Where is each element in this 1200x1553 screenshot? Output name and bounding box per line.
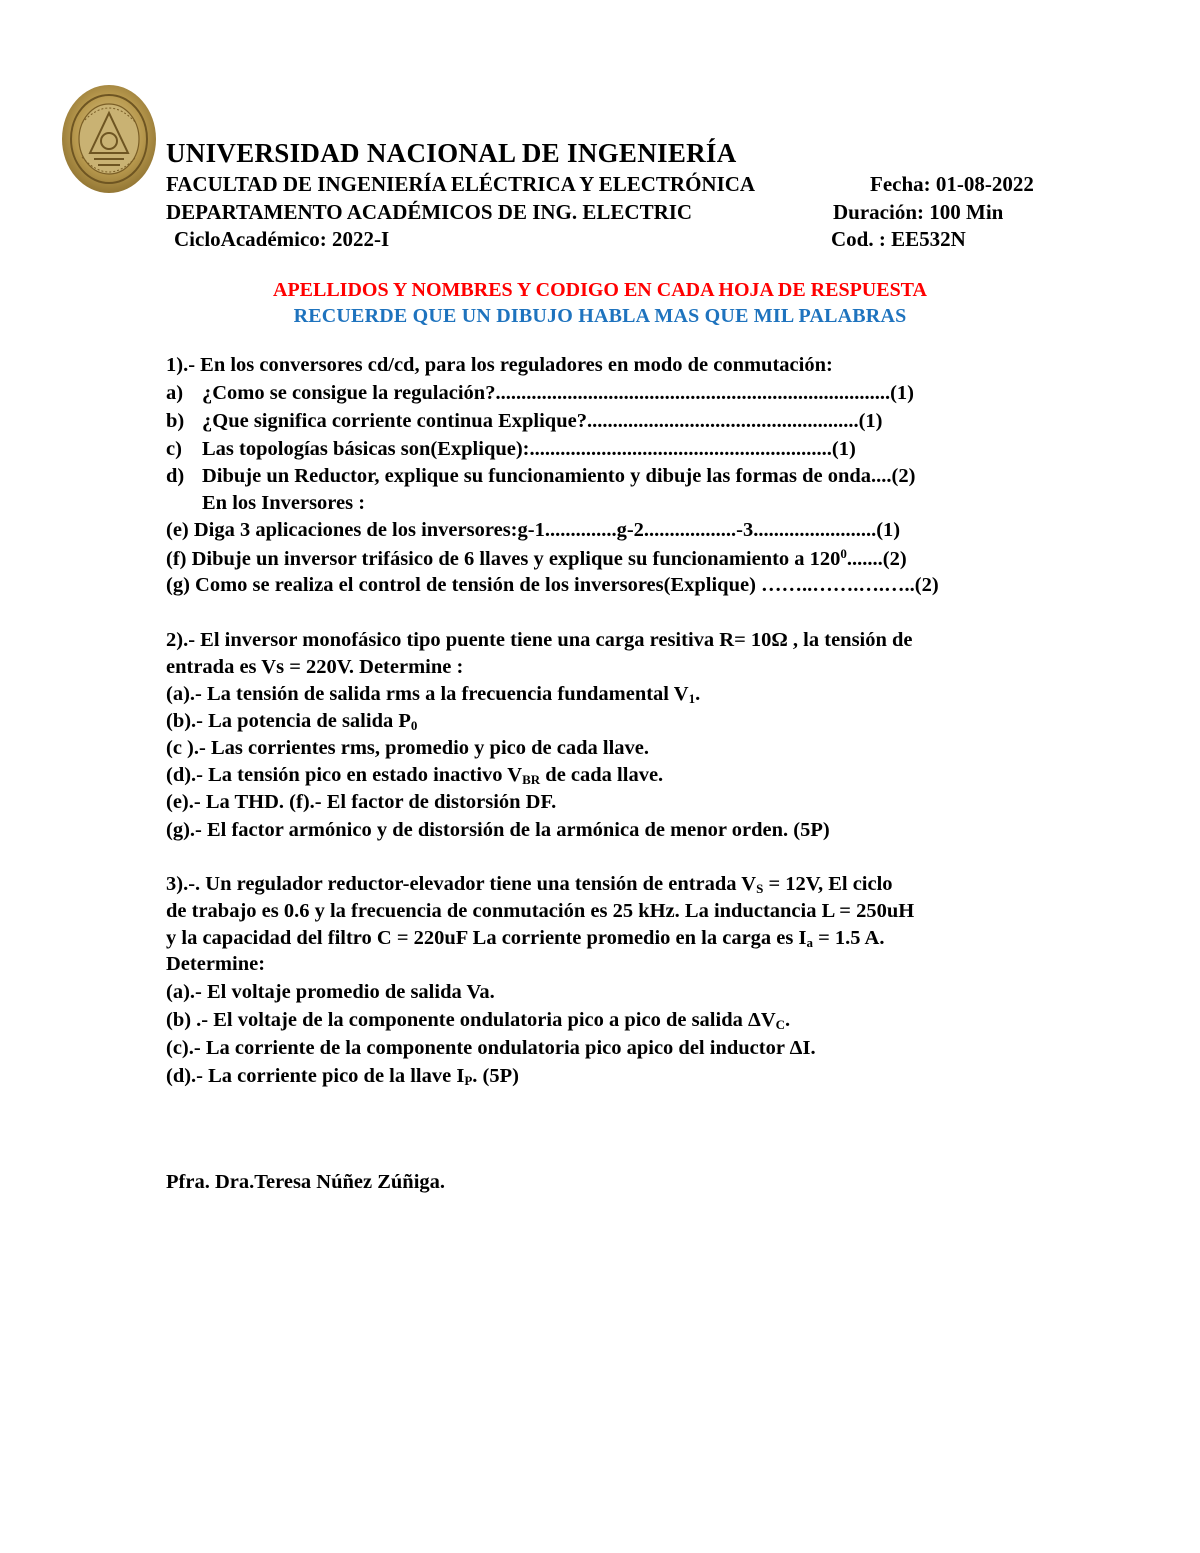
q3-line-3-text: y la capacidad del filtro C = 220uF La corriente promedio en la carga es I [166,927,807,949]
q3-item-d-end: . (5P) [472,1065,519,1087]
q1-item-c [166,438,856,461]
professor-signature: Pfra. Dra.Teresa Núñez Zúñiga. [166,1171,446,1193]
q2-item-c: (c ).- Las corrientes rms, promedio y pico de cada llave. [166,737,649,759]
q1-item-b-label: b) [166,410,185,432]
instruction-red: APELLIDOS Y NOMBRES Y CODIGO EN CADA HOJA DE RESPUESTA [273,279,927,301]
q1-item-a-text: ¿Como se consigue la regulación?.............................................................................(1) [202,382,914,404]
q2-item-a-end: . [695,683,701,705]
q3-item-d [166,1065,519,1089]
q2-item-a [166,683,700,707]
q3-line-3-end: = 1.5 A. [812,927,885,949]
q2-item-d-end: de cada llave. [540,764,664,786]
q3-line-1-end: = 12V, El ciclo [763,873,893,895]
q1-inversores-heading: En los Inversores : [202,492,366,514]
q2-item-a-text: (a).- La tensión de salida rms a la frecuencia fundamental V [166,683,689,705]
q2-item-b [166,710,417,734]
course-code: Cod. : EE532N [831,227,966,251]
academic-cycle: CicloAcadémico: 2022-I [174,227,390,251]
q1-item-d-label: d) [166,465,185,487]
university-name: UNIVERSIDAD NACIONAL DE INGENIERÍA [166,138,737,168]
q1-item-a-label: a) [166,382,184,404]
q3-line-1 [166,873,893,897]
q1-intro: 1).- En los conversores cd/cd, para los reguladores en modo de conmutación: [166,354,833,376]
q3-line-1-sub: S [756,881,764,896]
q1-item-b [166,410,882,433]
q1-item-c-text: Las topologías básicas son(Explique):...........................................................(1) [202,438,856,460]
q3-item-b [166,1009,790,1033]
q1-item-g: (g) Como se realiza el control de tensión de los inversores(Explique) ……..…….….…..(2) [166,574,939,596]
q1-item-b-text: ¿Que significa corriente continua Explique?.....................................................(1) [202,410,883,432]
q1-item-e: (e) Diga 3 aplicaciones de los inversores:g-1..............g-2..................-3........................(1) [166,519,901,541]
q2-item-e: (e).- La THD. (f).- El factor de distorsión DF. [166,791,557,813]
q3-line-3-sub: a [806,935,813,950]
q2-line-2: entrada es Vs = 220V. Determine : [166,656,464,678]
q1-item-f-text: (f) Dibuje un inversor trifásico de 6 llaves y explique su funcionamiento a 120 [166,548,841,570]
q3-line-1-text: 3).-. Un regulador reductor-elevador tiene una tensión de entrada V [166,873,757,895]
q3-item-b-sub: C [775,1017,786,1032]
q2-line-1: 2).- El inversor monofásico tipo puente tiene una carga resitiva R= 10Ω , la tensión de [166,629,913,651]
q2-item-d [166,764,663,788]
q3-item-c: (c).- La corriente de la componente ondulatoria pico apico del inductor ΔI. [166,1037,816,1059]
university-seal-logo [60,83,158,195]
q2-item-b-text: (b).- La potencia de salida P [166,710,411,732]
q1-item-f [166,546,907,571]
q3-item-b-text: (b) .- El voltaje de la componente ondulatoria pico a pico de salida ΔV [166,1009,776,1031]
q2-item-a-sub: 1 [688,691,696,706]
q1-item-d [166,465,915,488]
q1-item-f-score: .......(2) [846,548,907,570]
faculty-name: FACULTAD DE INGENIERÍA ELÉCTRICA Y ELECTRÓNICA [166,172,756,196]
q2-item-g: (g).- El factor armónico y de distorsión de la armónica de menor orden. (5P) [166,819,830,841]
q3-line-3 [166,927,884,951]
exam-date: Fecha: 01-08-2022 [870,172,1034,196]
q3-item-d-sub: P [464,1073,473,1088]
q1-item-a [166,382,914,405]
q1-item-c-label: c) [166,438,182,460]
q3-item-b-end: . [785,1009,791,1031]
q3-line-4: Determine: [166,953,266,975]
q3-item-d-text: (d).- La corriente pico de la llave I [166,1065,465,1087]
q2-item-b-sub: 0 [410,718,418,733]
q1-item-f-degree: 0 [840,546,847,561]
instruction-blue: RECUERDE QUE UN DIBUJO HABLA MAS QUE MIL PALABRAS [293,305,907,327]
q3-line-2: de trabajo es 0.6 y la frecuencia de conmutación es 25 kHz. La inductancia L = 250uH [166,900,915,922]
q2-item-d-text: (d).- La tensión pico en estado inactivo V [166,764,523,786]
q1-item-d-text: Dibuje un Reductor, explique su funcionamiento y dibuje las formas de onda....(2) [202,465,916,487]
department-name: DEPARTAMENTO ACADÉMICOS DE ING. ELECTRIC [166,200,693,224]
q2-item-d-sub: BR [522,772,541,787]
exam-duration: Duración: 100 Min [833,200,1004,224]
q3-item-a: (a).- El voltaje promedio de salida Va. [166,981,495,1003]
